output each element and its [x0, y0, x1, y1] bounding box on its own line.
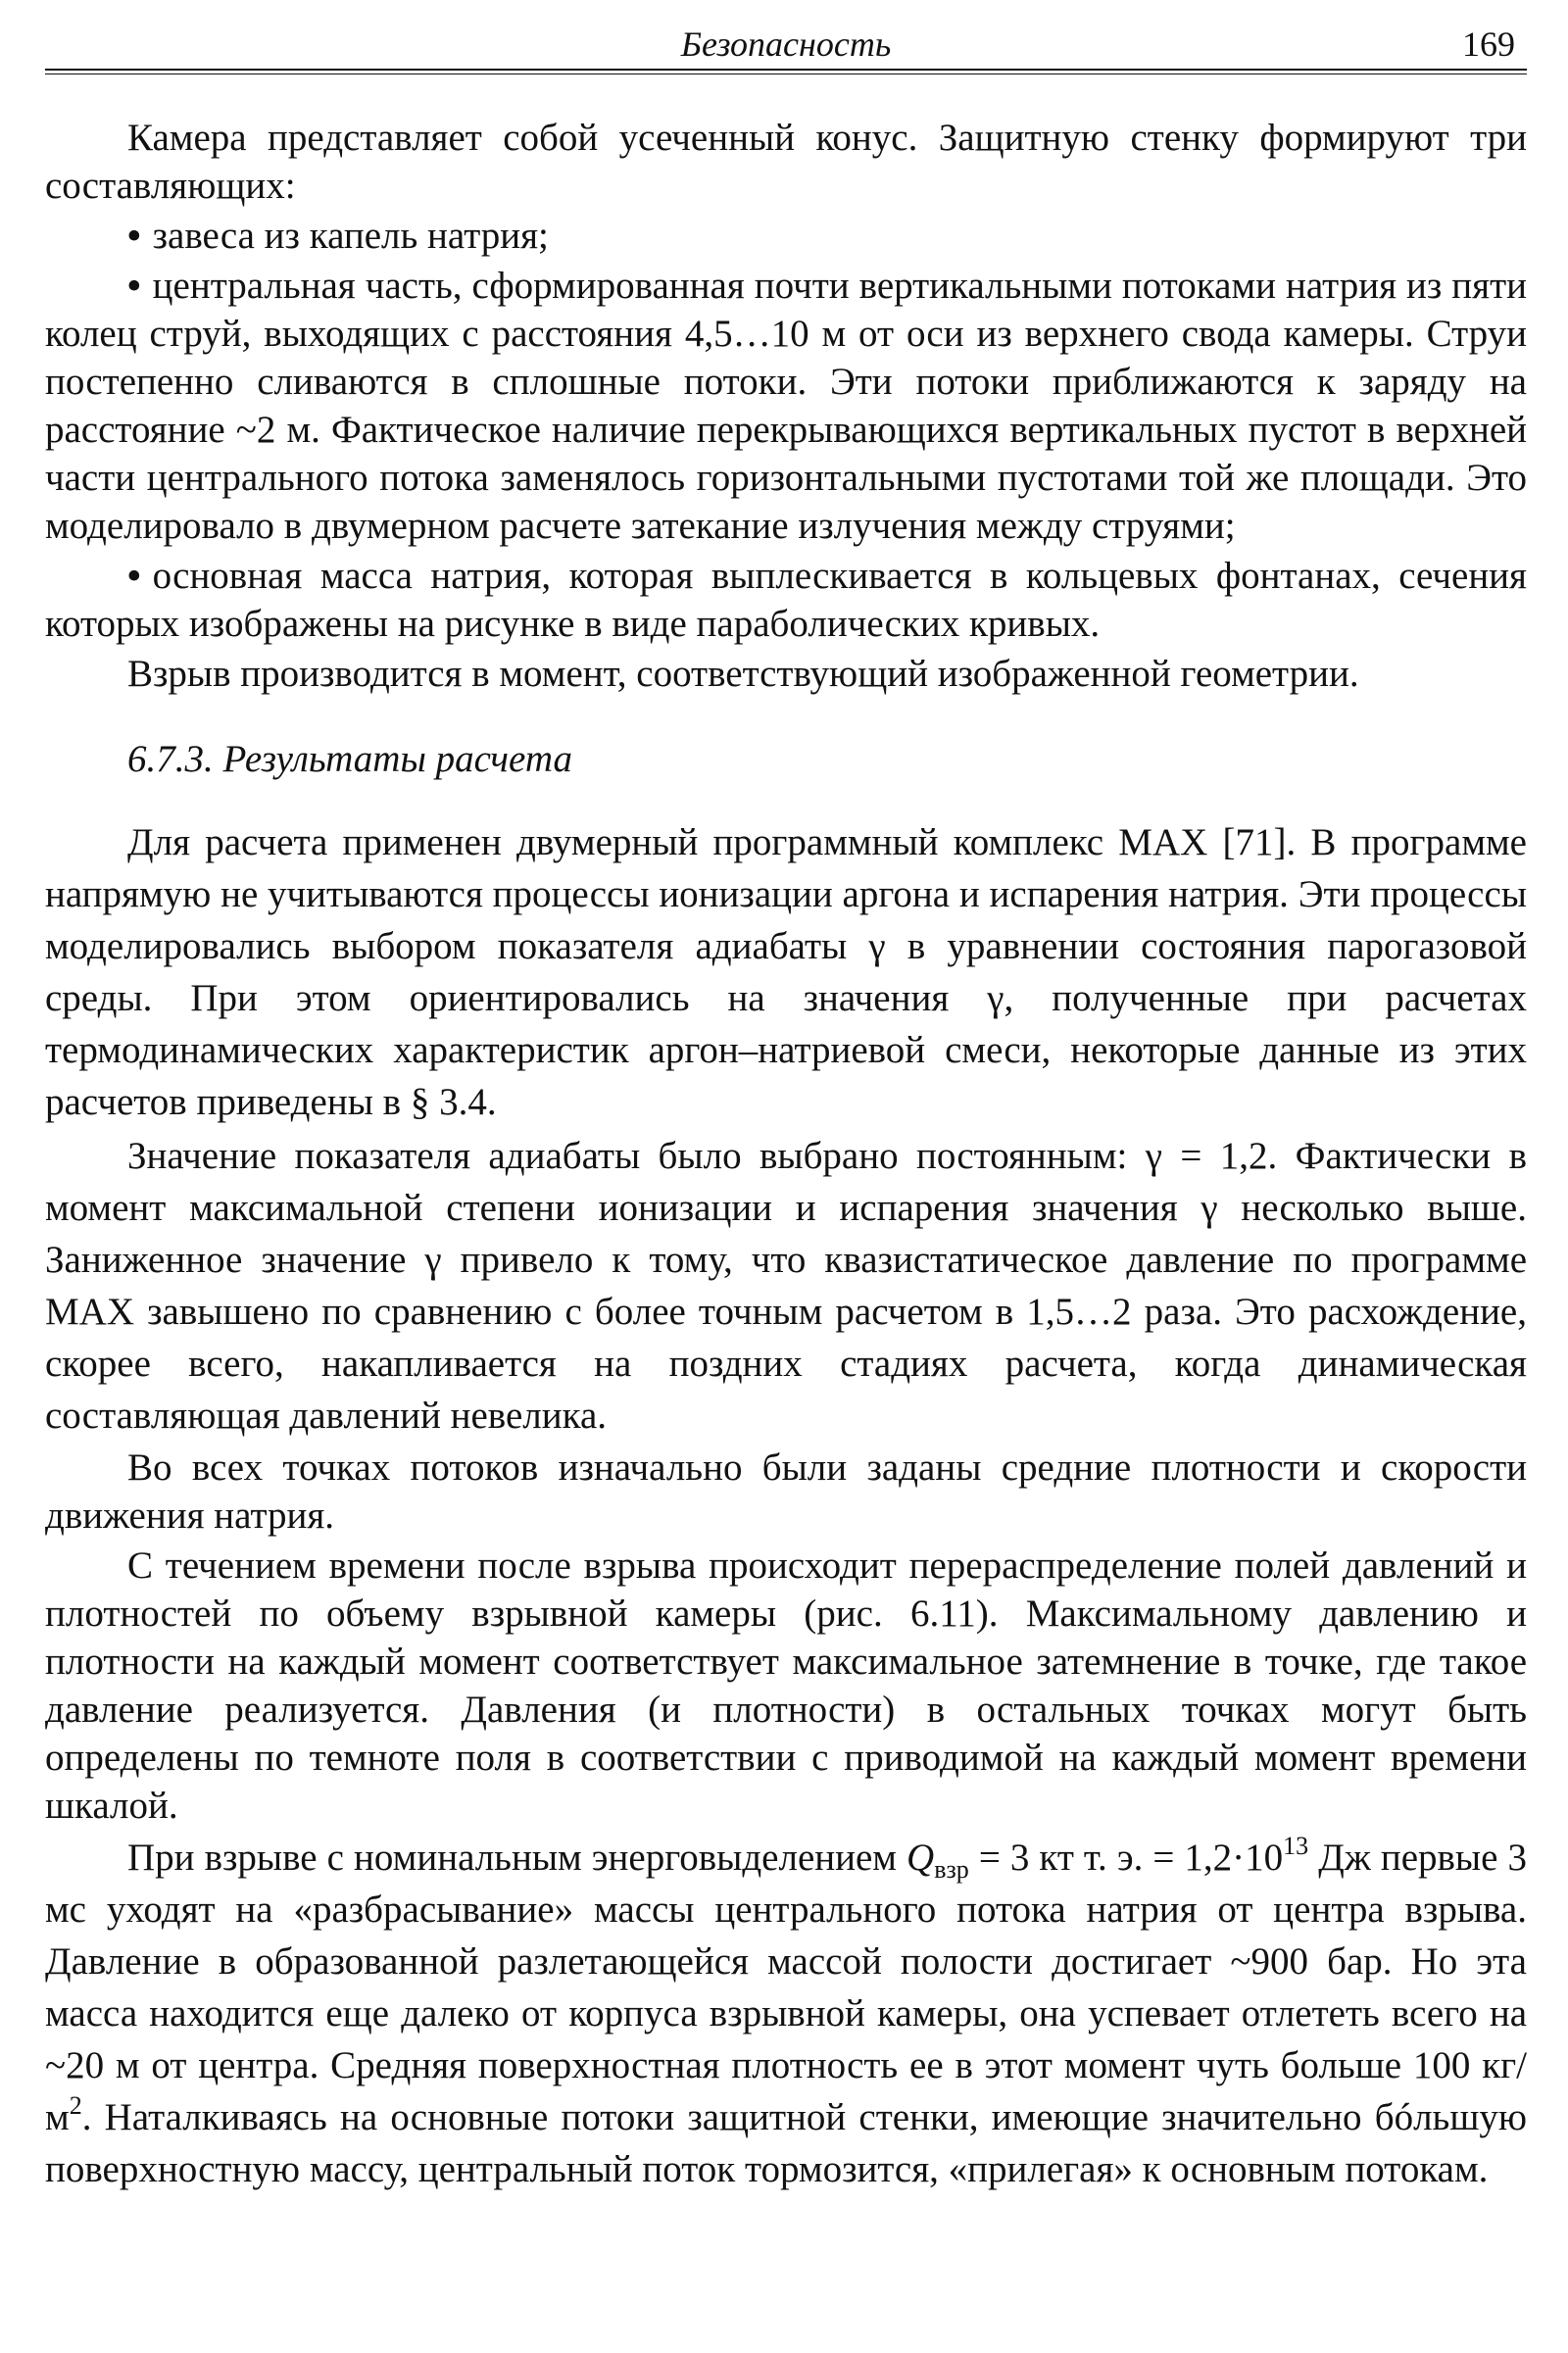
energy-symbol-subscript: взр — [934, 1855, 969, 1884]
page-number: 169 — [1462, 25, 1515, 64]
bullet-item-mass — [45, 552, 1527, 648]
bullet-text: завеса из капель натрия; — [152, 215, 549, 257]
bullet-icon: • — [127, 265, 141, 307]
bullet-item-central — [45, 262, 1527, 550]
area-unit-exponent: 2 — [69, 2091, 82, 2120]
energy-text-end: . Наталкиваясь на основные потоки защитной стенки, имеющие значительно бóльшую поверхностную массу, центральный поток тормозится, «прилегая» к основным потокам. — [45, 2096, 1527, 2190]
bullet-icon: • — [127, 215, 141, 257]
running-header — [45, 22, 1527, 69]
section-heading: 6.7.3. Результаты расчета — [127, 738, 572, 780]
paragraph-explosion: Взрыв производится в момент, соответствующий изображенной геометрии. — [127, 653, 1359, 695]
paragraph-nominal-energy — [45, 1832, 1527, 2195]
energy-symbol: Q — [906, 1837, 935, 1879]
paragraph-max-code: Для расчета применен двумерный программный комплекс MAX [71]. В программе напрямую не учитываются процессы ионизации аргона и испарения натрия. Эти процессы моделировались выбором показателя адиабаты γ в уравнении состояния парогазовой среды. При этом ориентировались на значения γ, полученные при расчетах термодинамических характеристик аргон–натриевой смеси, некоторые данные из этих расчетов приведены в § 3.4. — [45, 821, 1527, 1123]
bullet-text: основная масса натрия, которая выплескивается в кольцевых фонтанах, сечения которых изображены на рисунке в виде параболических кривых. — [45, 555, 1527, 645]
energy-value: = 3 кт т. э. = 1,2·10 — [968, 1837, 1284, 1879]
paragraph-initial-density: Во всех точках потоков изначально были заданы средние плотности и скорости движения натрия. — [45, 1446, 1527, 1537]
paragraph-pressure-field: С течением времени после взрыва происходит перераспределение полей давлений и плотностей по объему взрывной камеры (рис. 6.11). Максимальному давлению и плотности на каждый момент соответствует максимальное затемнение в точке, где такое давление реализуется. Давления (и плотности) в остальных точках могут быть определены по темноте поля в соответствии с приводимой на каждый момент времени шкалой. — [45, 1544, 1527, 1827]
body-text — [45, 114, 1527, 2195]
energy-exponent: 13 — [1283, 1832, 1309, 1860]
bullet-text: центральная часть, сформированная почти вертикальными потоками натрия из пяти колец струй, выходящих с расстояния 4,5…10 м от оси из верхнего свода камеры. Струи постепенно сливаются в сплошные потоки. Эти потоки приближаются к заряду на расстояние ~2 м. Фактическое наличие перекрывающихся вертикальных пустот в верхней части центрального потока заменялось горизонтальными пустотами той же площади. Это моделировало в двумерном расчете затекание излучения между струями; — [45, 265, 1527, 547]
energy-text-continued: Дж первые 3 мс уходят на «разбрасывание» массы центрального потока натрия от центра взрыва. Давление в образованной разлетающейся массой полости достигает ~900 бар. Но эта масса находится еще далеко от корпуса взрывной камеры, она успевает отлететь всего на ~20 м от центра. Средняя поверхностная плотность ее в этот момент чуть больше 100 кг/м — [45, 1837, 1527, 2138]
bullet-icon: • — [127, 555, 141, 597]
header-rule — [45, 69, 1527, 74]
bullet-item-curtain — [45, 212, 1527, 260]
energy-text-start: При взрыве с номинальным энерговыделением — [127, 1837, 907, 1879]
paragraph-adiabatic: Значение показателя адиабаты было выбрано постоянным: γ = 1,2. Фактически в момент максимальной степени ионизации и испарения значения γ несколько выше. Заниженное значение γ привело к тому, что квазистатическое давление по программе MAX завышено по сравнению с более точным расчетом в 1,5…2 раза. Это расхождение, скорее всего, накапливается на поздних стадиях расчета, когда динамическая составляющая давлений невелика. — [45, 1135, 1527, 1437]
running-title: Безопасность — [680, 25, 892, 64]
page — [45, 22, 1527, 2195]
paragraph-intro: Камера представляет собой усеченный конус. Защитную стенку формируют три составляющих: — [45, 117, 1527, 207]
